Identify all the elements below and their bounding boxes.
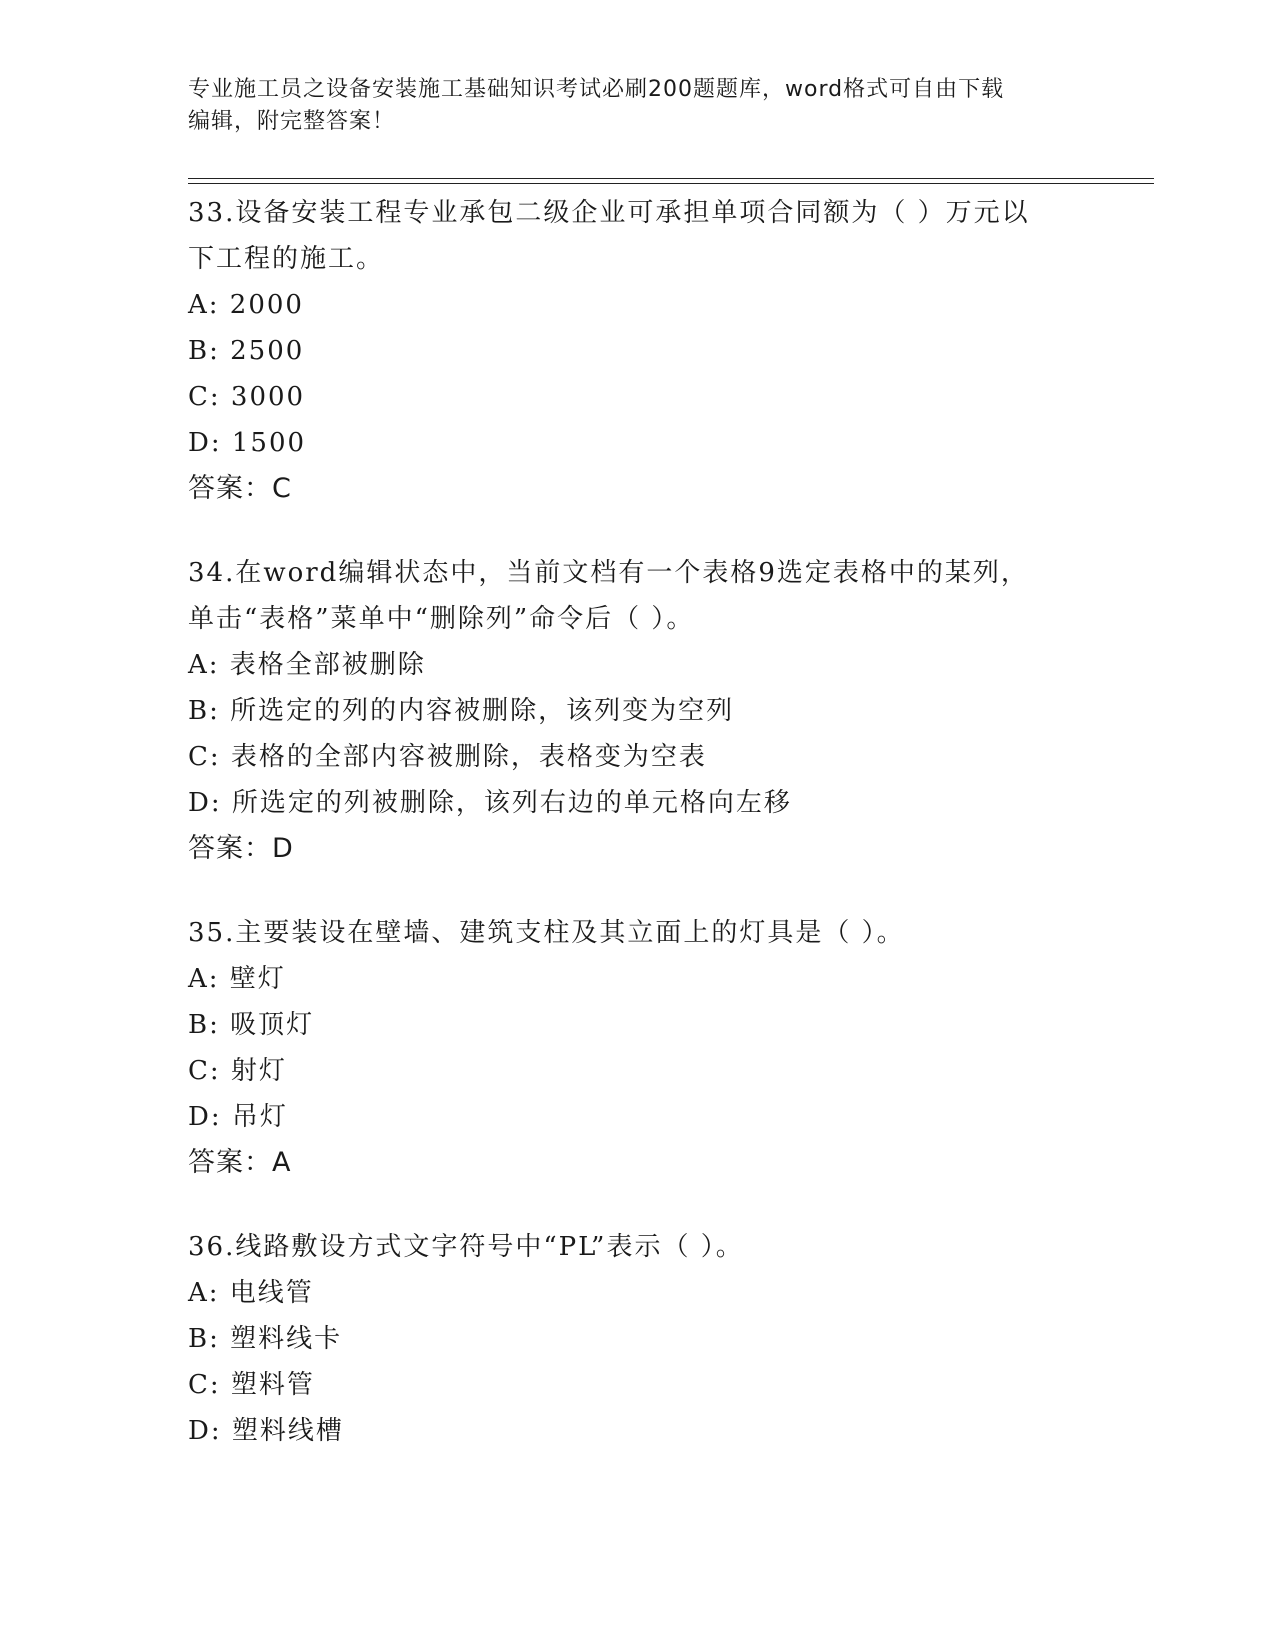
- answer-line: 答案：C: [188, 473, 292, 504]
- option-b: B: 2500: [188, 336, 305, 366]
- option-c: C: 3000: [188, 382, 306, 412]
- document-header: [188, 74, 1068, 138]
- option-b: B: 塑料线卡: [188, 1324, 343, 1354]
- option-d: D: 1500: [188, 428, 307, 458]
- option-d: D: 所选定的列被删除，该列右边的单元格向左移: [188, 788, 792, 818]
- question-stem: 33.设备安装工程专业承包二级企业可承担单项合同额为（ ）万元以: [188, 198, 1030, 228]
- option-a: A: 壁灯: [188, 964, 286, 994]
- question-stem: 35.主要装设在壁墙、建筑支柱及其立面上的灯具是（ ）。: [188, 918, 905, 948]
- question-36: [188, 1224, 1088, 1454]
- option-d: D: 吊灯: [188, 1102, 288, 1132]
- question-stem: 36.线路敷设方式文字符号中“PL”表示（ ）。: [188, 1232, 744, 1262]
- question-34: [188, 550, 1088, 872]
- question-33: [188, 190, 1088, 512]
- question-stem-continued: 下工程的施工。: [188, 244, 385, 274]
- option-c: C: 射灯: [188, 1056, 287, 1086]
- question-list: [188, 190, 1088, 1492]
- option-c: C: 表格的全部内容被删除，表格变为空表: [188, 742, 707, 772]
- option-b: B: 吸顶灯: [188, 1010, 315, 1040]
- answer-line: 答案：D: [188, 833, 294, 864]
- header-divider-top: [188, 178, 1154, 179]
- answer-line: 答案：A: [188, 1147, 292, 1178]
- question-35: [188, 910, 1088, 1186]
- option-a: A: 表格全部被删除: [188, 650, 426, 680]
- option-c: C: 塑料管: [188, 1370, 315, 1400]
- header-divider-bottom: [188, 183, 1154, 184]
- option-b: B: 所选定的列的内容被删除，该列变为空列: [188, 696, 735, 726]
- header-line-2: 编辑，附完整答案！: [188, 109, 396, 134]
- option-a: A: 2000: [188, 290, 304, 320]
- option-a: A: 电线管: [188, 1278, 314, 1308]
- question-stem: 34.在word编辑状态中，当前文档有一个表格9选定表格中的某列，: [188, 558, 1029, 588]
- header-line-1: 专业施工员之设备安装施工基础知识考试必刷200题题库，word格式可自由下载: [188, 77, 1005, 102]
- question-stem-continued: 单击“表格”菜单中“删除列”命令后（ ）。: [188, 604, 695, 634]
- option-d: D: 塑料线槽: [188, 1416, 344, 1446]
